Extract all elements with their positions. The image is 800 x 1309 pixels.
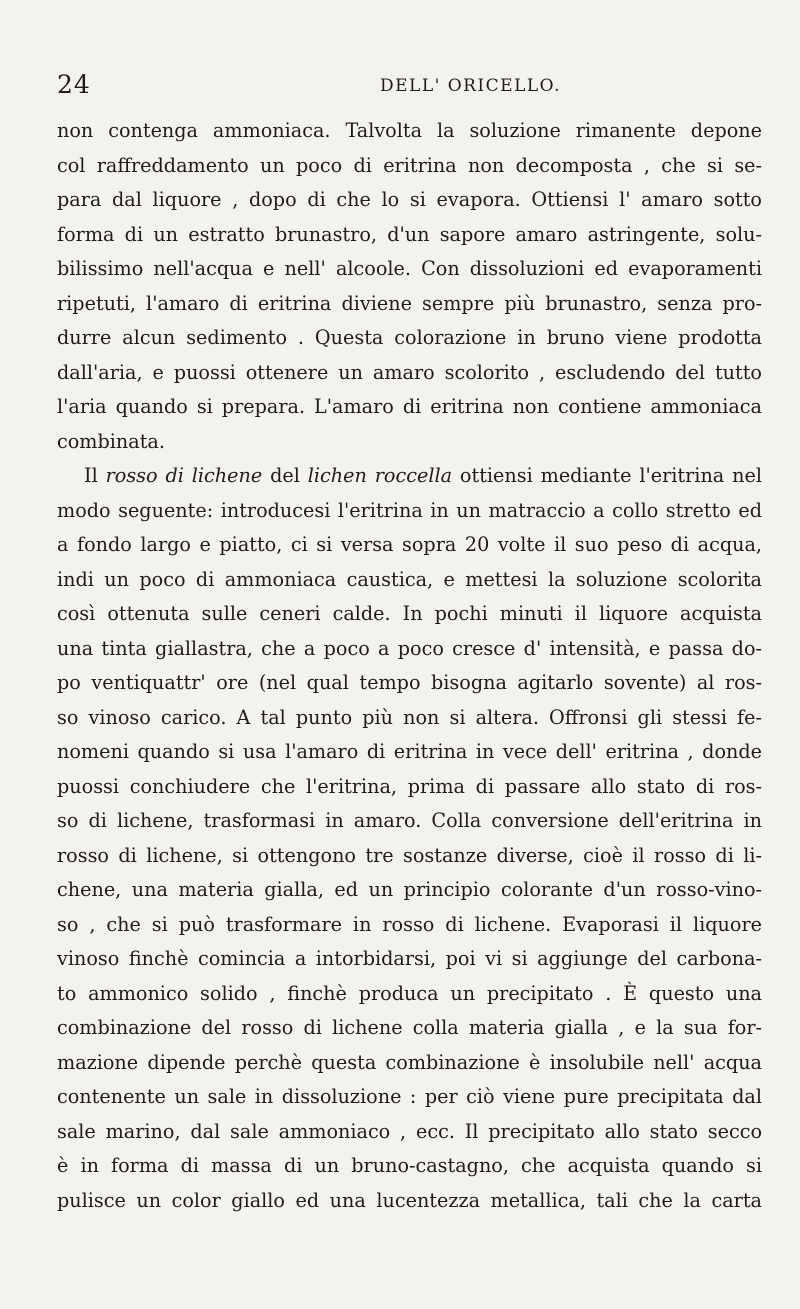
text-line: così ottenuta sulle ceneri calde. In pochi minuti il liquore acquista <box>57 602 762 625</box>
text-line: contenente un sale in dissoluzione : per ciò viene pure precipitata dal <box>57 1085 762 1108</box>
text-line: col raffreddamento un poco di eritrina non decomposta , che si se- <box>57 153 762 177</box>
text-line: bilissimo nell'acqua e nell' alcoole. Con dissoluzioni ed evaporamenti <box>57 257 762 280</box>
running-head: DELL' ORICELLO. <box>380 76 561 96</box>
line-prefix: Il <box>84 464 106 487</box>
text-line: a fondo largo e piatto, ci si versa sopra 20 volte il suo peso di acqua, <box>57 533 762 556</box>
text-line: combinazione del rosso di lichene colla materia gialla , e la sua for- <box>57 1016 762 1039</box>
text-line: una tinta giallastra, che a poco a poco cresce d' intensità, e passa do- <box>57 636 762 660</box>
body-text <box>57 114 762 1218</box>
text-line: rosso di lichene, si ottengono tre sostanze diverse, cioè il rosso di li- <box>57 843 762 867</box>
text-line: forma di un estratto brunastro, d'un sapore amaro astringente, solu- <box>57 222 762 246</box>
text-line: mazione dipende perchè questa combinazione è insolubile nell' acqua <box>57 1050 762 1074</box>
italic-term-rosso-di-lichene: rosso di lichene <box>105 464 263 487</box>
text-line: non contenga ammoniaca. Talvolta la soluzione rimanente depone <box>57 119 762 142</box>
text-line: pulisce un color giallo ed una lucentezza metallica, tali che la carta <box>57 1188 762 1212</box>
page-number: 24 <box>57 70 91 99</box>
text-line: so , che si può trasformare in rosso di lichene. Evaporasi il liquore <box>57 912 762 936</box>
page-header <box>57 70 757 110</box>
text-line: nomeni quando si usa l'amaro di eritrina in vece dell' eritrina , donde <box>57 740 762 763</box>
text-line: so di lichene, trasformasi in amaro. Colla conversione dell'eritrina in <box>57 809 762 832</box>
text-line: vinoso finchè comincia a intorbidarsi, poi vi si aggiunge del carbona- <box>57 947 762 970</box>
text-line: to ammonico solido , finchè produca un precipitato . È questo una <box>57 981 762 1005</box>
italic-term-lichen-roccella: lichen roccella <box>307 464 453 487</box>
text-line: po ventiquattr' ore (nel qual tempo bisogna agitarlo sovente) al ros- <box>57 671 762 694</box>
text-line: l'aria quando si prepara. L'amaro di eritrina non contiene ammoniaca <box>57 395 762 418</box>
text-line: sale marino, dal sale ammoniaco , ecc. Il precipitato allo stato secco <box>57 1119 762 1143</box>
text-line: para dal liquore , dopo di che lo si evapora. Ottiensi l' amaro sotto <box>57 188 762 211</box>
text-line: indi un poco di ammoniaca caustica, e mettesi la soluzione scolorita <box>57 567 762 591</box>
text-line: ripetuti, l'amaro di eritrina diviene sempre più brunastro, senza pro- <box>57 291 762 315</box>
paragraph-start-line <box>57 459 762 494</box>
paragraph-end-line: combinata. <box>57 429 165 453</box>
text-line: chene, una materia gialla, ed un principio colorante d'un rosso-vino- <box>57 878 762 901</box>
text-line: modo seguente: introducesi l'eritrina in un matraccio a collo stretto ed <box>57 498 762 522</box>
text-line: so vinoso carico. A tal punto più non si altera. Offronsi gli stessi fe- <box>57 705 762 729</box>
text-line: durre alcun sedimento . Questa colorazione in bruno viene prodotta <box>57 326 762 349</box>
text-line: è in forma di massa di un bruno-castagno, che acquista quando si <box>57 1154 762 1177</box>
line-mid: del <box>262 464 308 487</box>
line-suffix: ottiensi mediante l'eritrina nel <box>452 464 762 487</box>
text-line: puossi conchiudere che l'eritrina, prima di passare allo stato di ros- <box>57 774 762 798</box>
text-line: dall'aria, e puossi ottenere un amaro scolorito , escludendo del tutto <box>57 360 762 384</box>
